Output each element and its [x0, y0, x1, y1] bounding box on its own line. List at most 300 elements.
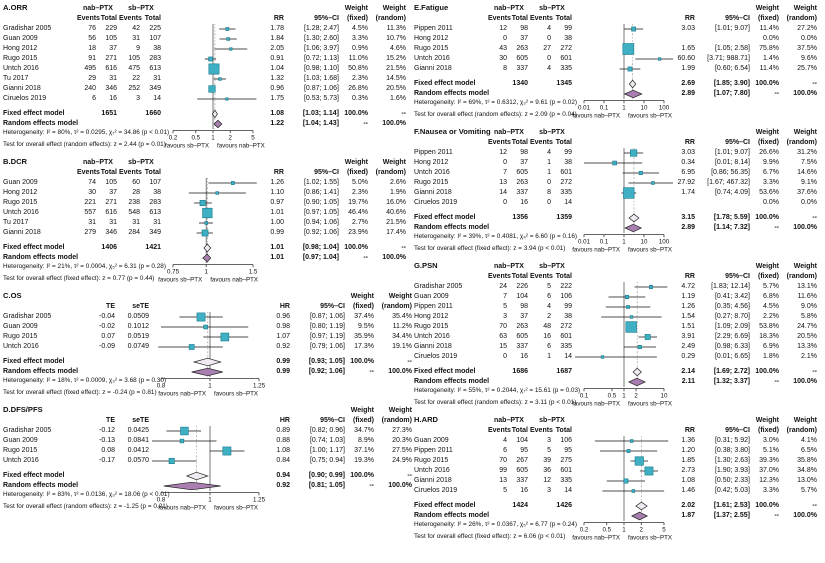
forest-plot-svg — [163, 178, 263, 188]
study-ci: [1.03; 1.68] — [303, 75, 339, 83]
forest-plot-cell — [163, 198, 263, 208]
events1-header: Events — [77, 15, 100, 23]
fixed-weight-random: -- — [812, 214, 817, 222]
effect-square — [630, 440, 633, 443]
svg-text:1: 1 — [622, 526, 626, 534]
study-effect: 1.78 — [270, 25, 284, 33]
study-col4: 38 — [153, 45, 161, 53]
forest-panel-B — [3, 157, 414, 285]
pooled-diamond-random — [203, 254, 211, 262]
study-col4: 14 — [564, 199, 572, 207]
forest-plot-svg — [163, 24, 263, 34]
effect-square — [189, 344, 194, 349]
study-col2: 0.0425 — [127, 427, 149, 435]
weight-random-header: Weight — [793, 262, 817, 270]
forest-plot-svg — [163, 54, 263, 64]
total2-header: Total — [555, 273, 572, 281]
study-row — [414, 198, 825, 208]
random-weight-fixed: -- — [363, 120, 368, 128]
effect-square — [209, 64, 219, 74]
study-col2: 16 — [520, 353, 528, 361]
axis-svg — [574, 99, 674, 111]
study-name: Guan 2009 — [3, 323, 38, 331]
study-row — [3, 34, 414, 44]
forest-plot-cell — [574, 352, 674, 362]
sete-header: seTE — [132, 417, 149, 425]
study-weight-random: 40.6% — [386, 209, 406, 217]
study-effect: 0.29 — [681, 353, 695, 361]
study-effect: 1.19 — [681, 293, 695, 301]
forest-plot-svg — [574, 24, 674, 34]
study-col3: 1 — [547, 159, 551, 167]
study-col2: 337 — [516, 477, 528, 485]
study-row — [414, 282, 825, 292]
fixed-model-label: Fixed effect model — [3, 244, 65, 252]
study-col4: 335 — [560, 65, 572, 73]
study-effect: 2.05 — [270, 45, 284, 53]
study-col2: 37 — [520, 35, 528, 43]
study-col3: 4 — [547, 303, 551, 311]
events1-header: Events — [77, 169, 100, 177]
study-effect: 0.97 — [270, 199, 284, 207]
study-col1: 99 — [499, 467, 507, 475]
fixed-effect: 1.01 — [270, 244, 284, 252]
forest-plot-svg — [574, 456, 674, 466]
events2-header: Events — [530, 15, 553, 23]
study-row — [3, 332, 414, 342]
study-row — [414, 292, 825, 302]
forest-plot-svg — [574, 312, 674, 322]
study-col1: 13 — [499, 477, 507, 485]
study-weight-random: 11.6% — [797, 293, 817, 301]
study-effect: 0.88 — [276, 437, 290, 445]
study-row — [3, 436, 414, 446]
forest-plot-cell — [574, 322, 674, 332]
forest-panel-E — [414, 3, 825, 121]
study-weight-random: 5.8% — [801, 313, 817, 321]
forest-plot-svg — [574, 466, 674, 476]
random-model-label: Random effects model — [3, 368, 79, 376]
study-row — [414, 168, 825, 178]
study-col4: 613 — [149, 65, 161, 73]
study-name: Guan 2009 — [414, 293, 449, 301]
forest-plot-cell — [163, 253, 263, 263]
study-weight-random: 11.3% — [386, 25, 406, 33]
fixed-weight-random: -- — [407, 472, 412, 480]
forest-plot-cell — [163, 94, 263, 104]
heterogeneity-row — [414, 99, 825, 111]
study-effect: 1.07 — [276, 333, 290, 341]
svg-text:0.5: 0.5 — [602, 526, 612, 534]
panel-header-groups — [3, 405, 414, 416]
pooled-diamond-fixed — [633, 368, 641, 376]
study-ci: [0.60; 6.54] — [714, 65, 750, 73]
random-subheader: (random) — [786, 427, 817, 435]
svg-text:favours sb–PTX: favours sb–PTX — [628, 534, 673, 542]
ci-header: 95%–CI — [320, 303, 345, 311]
fixed-model-label: Fixed effect model — [3, 110, 65, 118]
study-weight-fixed: 9.9% — [763, 159, 779, 167]
panel-title: D.DFS/PFS — [3, 405, 43, 415]
fixed-weight-fixed: 100.0% — [755, 80, 779, 88]
study-ci: [0.94; 1.06] — [303, 219, 339, 227]
study-effect: 3.03 — [681, 149, 695, 157]
svg-text:10: 10 — [660, 392, 668, 400]
svg-text:0.1: 0.1 — [599, 238, 609, 246]
random-effect: 1.22 — [270, 120, 284, 128]
study-row — [3, 84, 414, 94]
fixed-model-label: Fixed effect model — [414, 368, 476, 376]
study-name: Untch 2016 — [414, 169, 450, 177]
study-ci: [3.71; 988.71] — [707, 55, 750, 63]
effect-square — [230, 48, 233, 51]
random-effect-row — [3, 367, 414, 377]
forest-plot-cell — [151, 446, 269, 456]
fixed-subheader: (fixed) — [758, 427, 779, 435]
panel-header-groups — [3, 157, 414, 168]
study-col2: 37 — [520, 313, 528, 321]
forest-plot-svg — [574, 34, 674, 44]
effect-header: RR — [684, 427, 695, 435]
study-row — [3, 208, 414, 218]
fixed-weight-random: -- — [812, 368, 817, 376]
random-subheader: (random) — [786, 15, 817, 23]
study-name: Gianni 2018 — [3, 229, 41, 237]
svg-text:0.75: 0.75 — [166, 268, 180, 276]
total2-header: Total — [144, 15, 161, 23]
fixed-weight-fixed: 100.0% — [755, 368, 779, 376]
study-weight-random: 27.2% — [797, 25, 817, 33]
fixed-total2: 1660 — [145, 110, 161, 118]
axis-cell — [151, 491, 269, 503]
study-col3: 6 — [547, 293, 551, 301]
study-col3: 4 — [547, 149, 551, 157]
study-weight-fixed: 1.8% — [763, 353, 779, 361]
random-model-label: Random effects model — [3, 254, 79, 262]
forest-plot-cell — [151, 481, 269, 491]
study-row — [414, 436, 825, 446]
study-weight-random: 4.1% — [801, 437, 817, 445]
study-col3: 48 — [543, 323, 551, 331]
study-name: Hong 2012 — [414, 159, 449, 167]
study-ci: [0.74; 1.03] — [309, 437, 345, 445]
random-model-label: Random effects model — [3, 482, 79, 490]
study-weight-random: 15.2% — [386, 55, 406, 63]
fixed-effect: 2.14 — [681, 368, 695, 376]
fixed-total2: 1421 — [145, 244, 161, 252]
group2-header: sb–PTX — [128, 158, 154, 166]
study-weight-fixed: 11.4% — [759, 25, 779, 33]
study-col2: 95 — [520, 447, 528, 455]
study-col4: 601 — [560, 169, 572, 177]
heterogeneity-text: Heterogeneity: I² = 26%, τ² = 0.0367, χ₅² = 6.77 (p = 0.24) — [414, 521, 577, 528]
fixed-effect-row — [3, 243, 414, 253]
overall-test-row — [3, 141, 414, 151]
forest-plot-svg — [574, 168, 674, 178]
study-name: Ciruelos 2019 — [414, 353, 458, 361]
study-name: Untch 2016 — [414, 333, 450, 341]
overall-test-text: Test for overall effect (random effects): z = 3.11 (p < 0.01) — [414, 399, 577, 406]
study-weight-random: 1.9% — [390, 189, 406, 197]
study-weight-random: 0.0% — [801, 35, 817, 43]
fixed-weight-random: -- — [812, 80, 817, 88]
study-col1: 7 — [503, 293, 507, 301]
panel-title: E.Fatigue — [414, 3, 449, 13]
study-name: Gianni 2018 — [414, 189, 452, 197]
favour-labels-cell — [574, 111, 674, 120]
random-subheader: (random) — [786, 273, 817, 281]
fixed-weight-fixed: 100.0% — [755, 214, 779, 222]
study-col4: 38 — [564, 35, 572, 43]
study-weight-random: 7.5% — [801, 159, 817, 167]
svg-text:favours sb–PTX: favours sb–PTX — [628, 246, 673, 254]
study-col2: 226 — [516, 283, 528, 291]
svg-text:0.8: 0.8 — [156, 382, 166, 390]
group1-header: nab–PTX — [83, 158, 113, 166]
overall-test-row — [414, 245, 825, 255]
study-col4: 14 — [153, 95, 161, 103]
fixed-model-label: Fixed effect model — [3, 472, 65, 480]
study-effect: 1.46 — [681, 487, 695, 495]
fixed-ci: [0.98; 1.04] — [302, 244, 339, 252]
study-row — [3, 312, 414, 322]
study-col2: 337 — [516, 189, 528, 197]
panel-header-columns — [3, 14, 414, 24]
study-col4: 106 — [560, 293, 572, 301]
fixed-ci: [1.69; 2.72] — [713, 368, 750, 376]
panel-header-columns — [414, 272, 825, 282]
study-col1: -0.17 — [99, 457, 115, 465]
forest-plot-cell — [574, 188, 674, 198]
study-name: Hong 2012 — [414, 313, 449, 321]
random-subheader: (random) — [375, 169, 406, 177]
study-weight-fixed: 4.5% — [763, 303, 779, 311]
svg-text:5: 5 — [662, 526, 666, 534]
fixed-total1: 1424 — [512, 502, 528, 510]
study-effect: 0.99 — [270, 229, 284, 237]
forest-plot-svg — [574, 501, 674, 511]
events1-header: Events — [488, 139, 511, 147]
heterogeneity-text: Heterogeneity: I² = 83%, τ² = 0.0136, χ₃² = 18.06 (p < 0.01) — [3, 491, 170, 498]
forest-plot-cell — [163, 208, 263, 218]
random-effect: 0.99 — [276, 368, 290, 376]
favour-labels-svg — [158, 275, 263, 284]
forest-plot-svg — [163, 188, 263, 198]
fixed-weight-random: -- — [401, 244, 406, 252]
study-name: Rugo 2015 — [3, 199, 38, 207]
group2-header: sb–PTX — [128, 4, 154, 12]
study-name: Untch 2016 — [3, 65, 39, 73]
study-weight-random: 16.0% — [386, 199, 406, 207]
total2-header: Total — [555, 139, 572, 147]
svg-text:favours sb–PTX: favours sb–PTX — [164, 142, 209, 150]
fixed-weight-fixed: 100.0% — [344, 244, 368, 252]
forest-plot-svg — [574, 148, 674, 158]
study-col1: 43 — [499, 45, 507, 53]
fixed-ci: [1.78; 5.59] — [713, 214, 750, 222]
study-col1: 240 — [84, 85, 96, 93]
study-weight-fixed: 2.2% — [763, 313, 779, 321]
study-col4: 38 — [564, 313, 572, 321]
study-weight-fixed: 3.0% — [763, 437, 779, 445]
study-col4: 31 — [153, 219, 161, 227]
study-effect: 1.08 — [276, 447, 290, 455]
weight-random-header: Weight — [382, 158, 406, 166]
study-ci: [0.97; 1.19] — [309, 333, 345, 341]
forest-plot-svg — [163, 94, 263, 104]
weight-fixed-header: Weight — [344, 4, 368, 12]
fixed-model-label: Fixed effect model — [414, 214, 476, 222]
forest-plot-svg — [574, 352, 674, 362]
random-effect: 1.01 — [270, 254, 284, 262]
forest-plot-cell — [163, 188, 263, 198]
study-ci: [0.27; 8.70] — [714, 313, 750, 321]
axis-cell — [574, 387, 674, 399]
svg-text:favours nab–PTX: favours nab–PTX — [210, 276, 259, 284]
heterogeneity-row — [3, 491, 414, 503]
heterogeneity-text: Heterogeneity: I² = 69%, τ² = 0.6312, χ₃² = 9.61 (p = 0.02) — [414, 99, 578, 106]
study-col4: 335 — [560, 477, 572, 485]
study-ci: [1.01; 9.07] — [714, 25, 750, 33]
panel-title: C.OS — [3, 291, 22, 301]
random-model-label: Random effects model — [414, 378, 490, 386]
fixed-weight-random: -- — [401, 110, 406, 118]
study-weight-fixed: 53.6% — [759, 189, 779, 197]
svg-text:favours sb–PTX: favours sb–PTX — [214, 504, 259, 512]
study-row — [414, 466, 825, 476]
effect-square — [639, 171, 642, 174]
study-ci: [0.80; 1.19] — [309, 323, 345, 331]
study-row — [3, 218, 414, 228]
effect-square — [658, 58, 661, 61]
study-col3: 60 — [132, 179, 140, 187]
study-col3: 1 — [547, 353, 551, 361]
study-col4: 14 — [564, 487, 572, 495]
study-name: Rugo 2015 — [3, 55, 38, 63]
weight-random-header: Weight — [793, 4, 817, 12]
study-col1: 0.07 — [101, 333, 115, 341]
study-weight-random: 24.9% — [392, 457, 412, 465]
study-row — [3, 456, 414, 466]
study-ci: [1.28; 2.47] — [303, 25, 339, 33]
study-col1: 0 — [503, 353, 507, 361]
svg-text:favours sb–PTX: favours sb–PTX — [214, 390, 259, 398]
study-col3: 9 — [136, 45, 140, 53]
study-col2: 104 — [516, 437, 528, 445]
study-weight-random: 2.6% — [390, 179, 406, 187]
forest-plot-svg — [574, 446, 674, 456]
study-effect: 1.20 — [681, 447, 695, 455]
study-weight-random: 21.5% — [386, 219, 406, 227]
svg-text:1: 1 — [622, 238, 626, 246]
study-col3: 27 — [543, 45, 551, 53]
forest-plot-svg — [163, 228, 263, 238]
overall-test-text: Test for overall effect (fixed effect): z = -0.24 (p = 0.81) — [3, 389, 157, 396]
axis-svg — [151, 491, 269, 503]
forest-plot-svg — [574, 188, 674, 198]
study-ci: [1.01; 9.07] — [714, 149, 750, 157]
study-col3: 3 — [136, 95, 140, 103]
study-col3: 8 — [547, 189, 551, 197]
study-row — [414, 24, 825, 34]
study-name: Ciruelos 2019 — [3, 95, 47, 103]
weight-random-header: Weight — [793, 416, 817, 424]
study-ci: [0.86; 56.35] — [711, 169, 750, 177]
svg-text:favours nab–PTX: favours nab–PTX — [572, 246, 620, 254]
study-weight-fixed: 6.8% — [763, 293, 779, 301]
study-ci: [0.53; 5.73] — [303, 95, 339, 103]
forest-panel-A — [3, 3, 414, 151]
weight-random-header: Weight — [388, 406, 412, 414]
study-name: Pippen 2011 — [414, 303, 453, 311]
forest-plot-svg — [151, 312, 269, 322]
study-col2: 229 — [105, 25, 117, 33]
study-col2: 605 — [516, 467, 528, 475]
study-effect: 1.75 — [270, 95, 284, 103]
study-col3: 105 — [128, 55, 140, 63]
study-col1: 12 — [499, 149, 507, 157]
effect-square — [227, 38, 230, 41]
random-ci: [1.07; 7.80] — [713, 90, 750, 98]
study-weight-fixed: 3.3% — [763, 487, 779, 495]
svg-text:0.1: 0.1 — [599, 104, 609, 112]
random-ci: [1.37; 2.55] — [713, 512, 750, 520]
study-weight-fixed: 6.9% — [763, 343, 779, 351]
svg-text:2: 2 — [634, 392, 638, 400]
total1-header: Total — [511, 427, 528, 435]
forest-plot-cell — [163, 243, 263, 253]
forest-plot-cell — [574, 64, 674, 74]
svg-text:1.25: 1.25 — [252, 496, 266, 504]
svg-text:10: 10 — [640, 104, 648, 112]
favour-labels-cell — [158, 275, 263, 284]
study-name: Rugo 2015 — [414, 45, 449, 53]
study-col2: 37 — [109, 45, 117, 53]
study-name: Untch 2016 — [3, 209, 39, 217]
forest-plot-cell — [574, 79, 674, 89]
study-col3: 238 — [128, 199, 140, 207]
effect-square — [645, 467, 653, 475]
study-effect: 3.03 — [681, 25, 695, 33]
study-effect: 1.65 — [681, 45, 695, 53]
study-weight-random: 14.5% — [386, 75, 406, 83]
effect-square — [632, 490, 635, 493]
study-ci: [0.92; 1.06] — [303, 229, 339, 237]
study-name: Gianni 2018 — [414, 65, 452, 73]
study-name: Hong 2012 — [414, 35, 449, 43]
study-col3: 4 — [547, 65, 551, 73]
study-col2: 37 — [109, 189, 117, 197]
svg-text:favours nab–PTX: favours nab–PTX — [158, 504, 206, 512]
fixed-model-label: Fixed effect model — [414, 502, 476, 510]
study-col3: 0 — [547, 55, 551, 63]
favour-labels-cell — [574, 399, 674, 408]
study-effect: 1.10 — [270, 189, 284, 197]
fixed-effect-row — [3, 471, 414, 481]
ci-header: 95%–CI — [725, 427, 750, 435]
effect-square — [204, 325, 208, 329]
study-weight-fixed: 4.5% — [352, 25, 368, 33]
study-col3: 4 — [547, 25, 551, 33]
favour-labels-svg — [574, 111, 674, 120]
effect-square — [649, 285, 652, 288]
heterogeneity-row — [3, 377, 414, 389]
panel-header-columns — [3, 416, 414, 426]
study-col1: 70 — [499, 457, 507, 465]
study-col4: 225 — [149, 25, 161, 33]
fixed-model-label: Fixed effect model — [414, 80, 476, 88]
study-name: Rugo 2015 — [414, 323, 449, 331]
